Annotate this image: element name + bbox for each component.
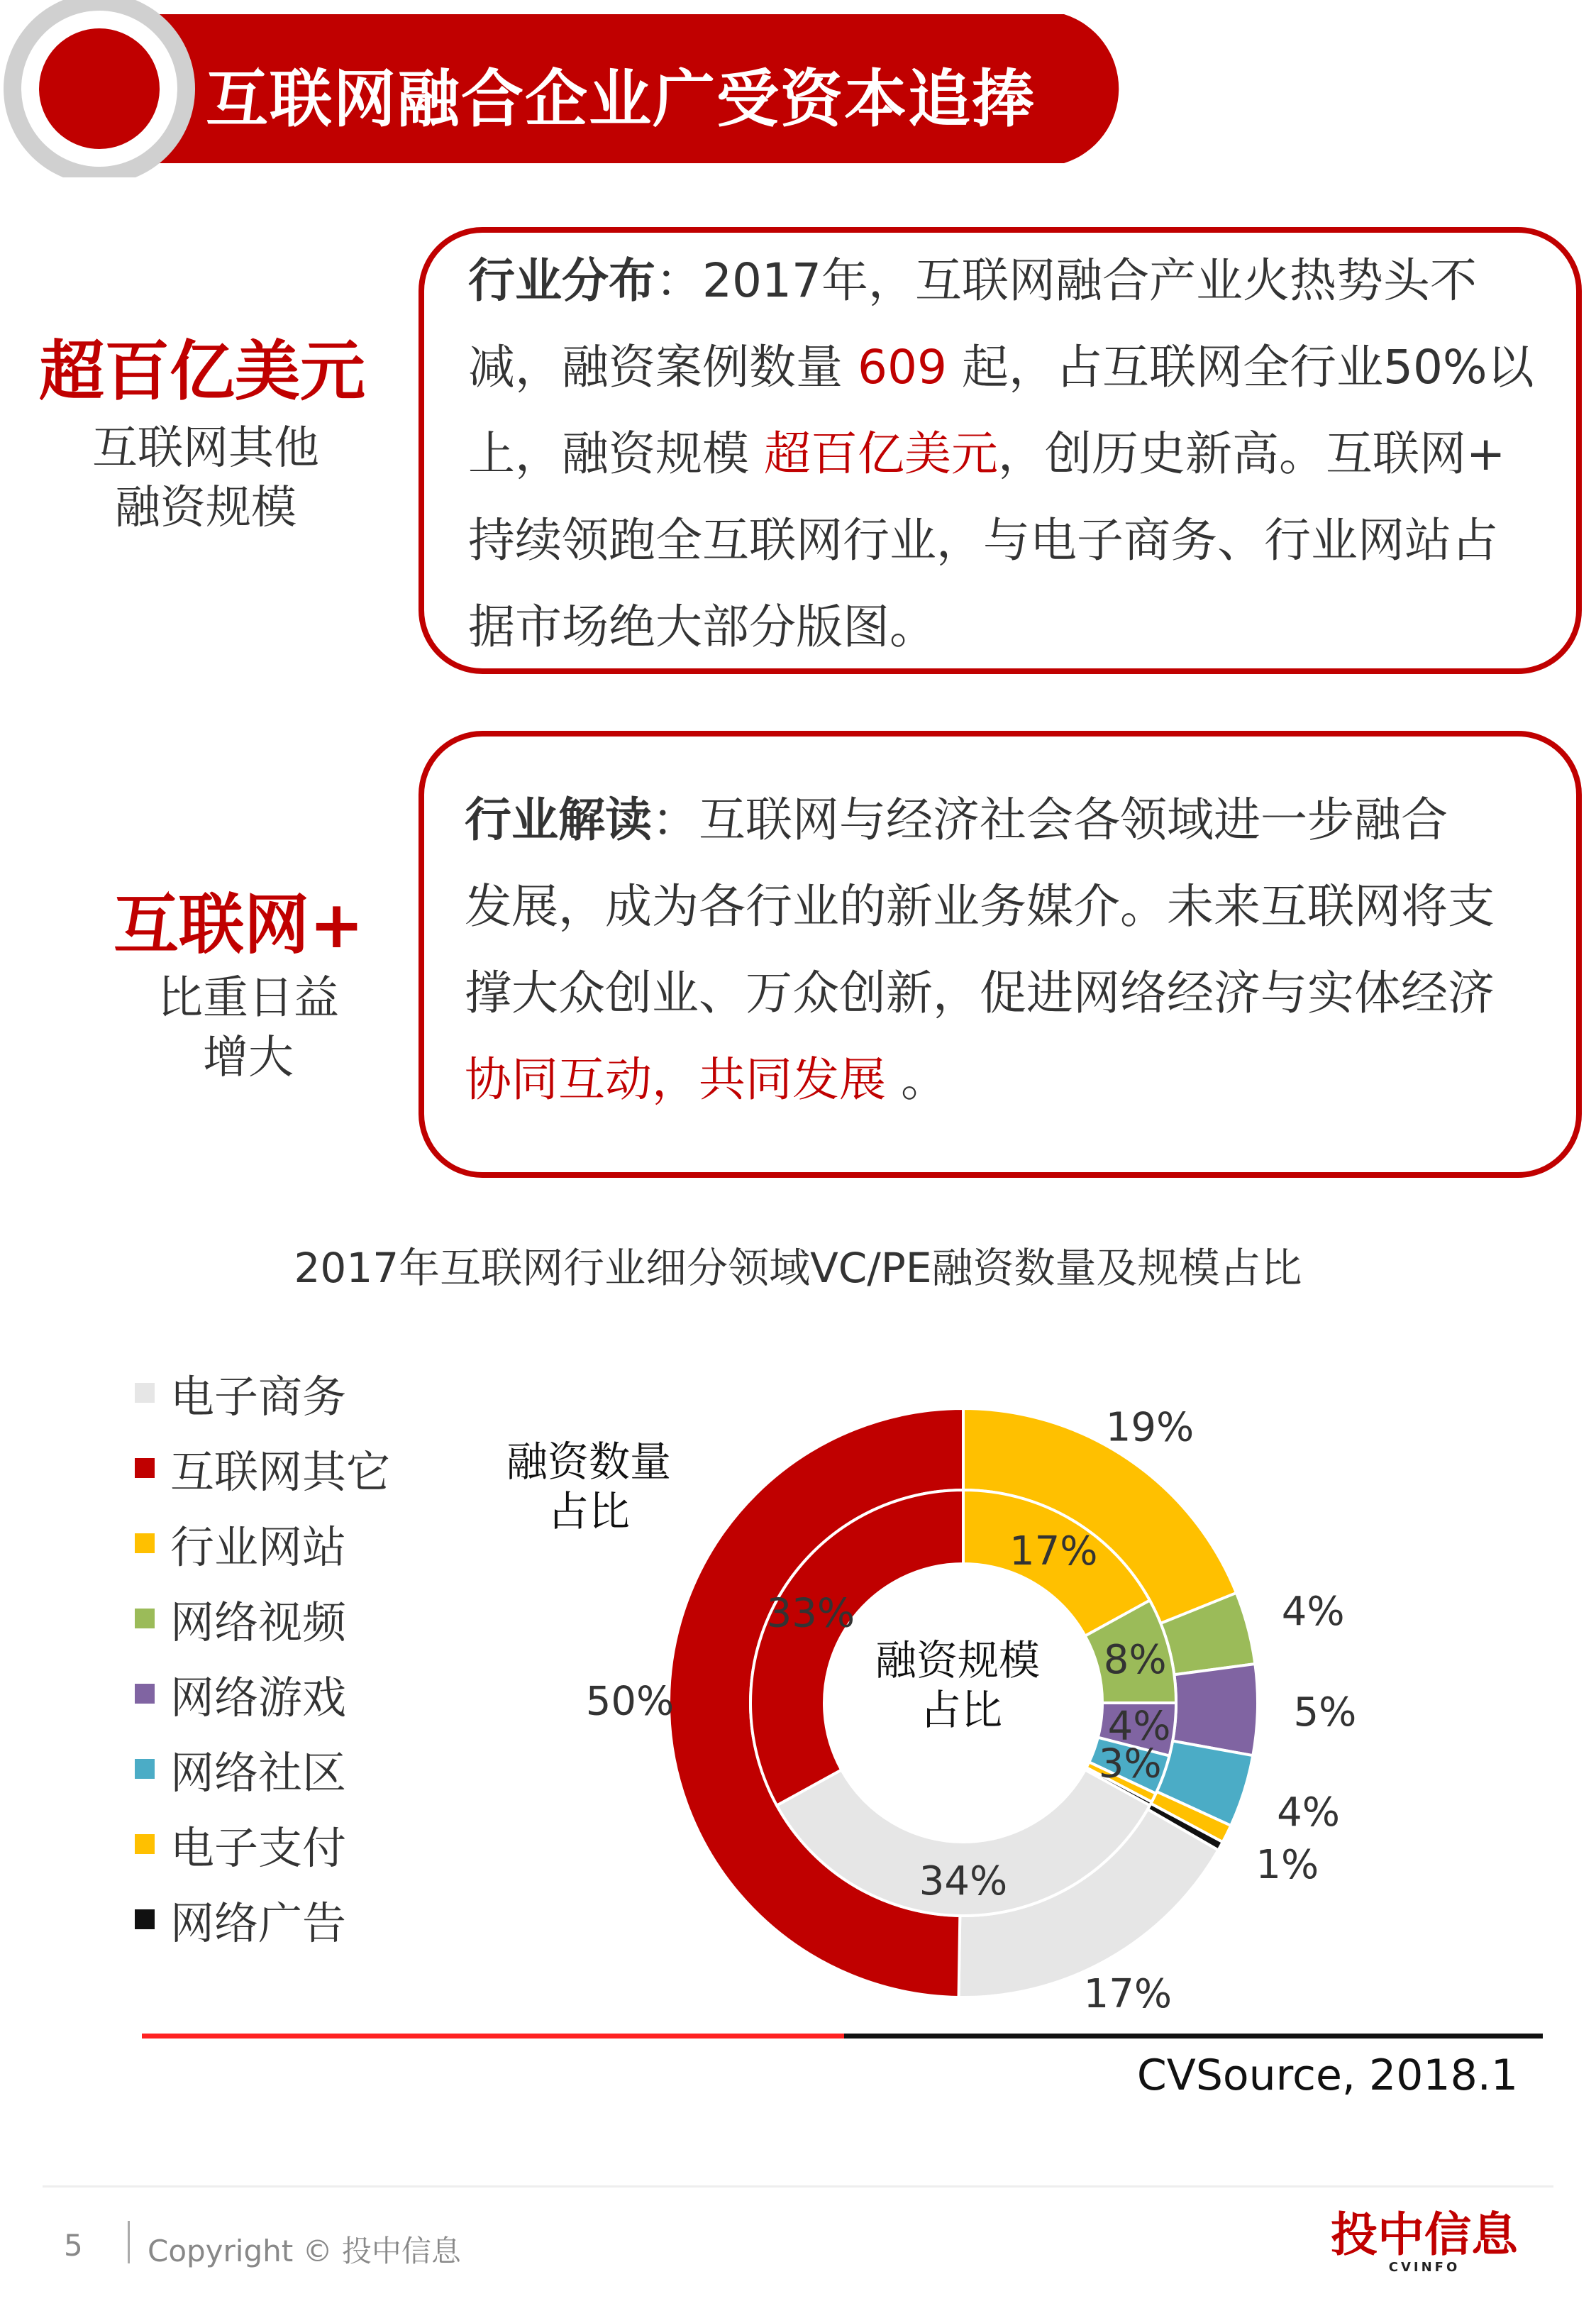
page-title: 互联网融合企业广受资本追捧 bbox=[206, 62, 1036, 136]
brand-logo: 投中信息 CVINFO bbox=[1331, 2207, 1518, 2275]
inner-label-3: 17% bbox=[1009, 1528, 1098, 1574]
footer-divider bbox=[43, 2185, 1553, 2188]
legend-item: 网络广告 bbox=[135, 1882, 390, 1957]
outer-label-6: 4% bbox=[1277, 1789, 1340, 1836]
industry-distribution-text: 行业分布：2017年，互联网融合产业火热势头不 减，融资案例数量 609 起，占互联网全行业50%以 上，融资规模 超百亿美元，创历史新高。互联网+ 持续领跑全互联网行业，与电子商务、行业网站占 据市场绝大部分版图。 bbox=[468, 253, 1534, 654]
inner-label-4: 8% bbox=[1103, 1636, 1167, 1683]
outer-label-7: 1% bbox=[1256, 1841, 1319, 1888]
inner-label-5: 4% bbox=[1107, 1703, 1171, 1750]
chart-title: 2017年互联网行业细分领域VC/PE融资数量及规模占比 bbox=[294, 1244, 1302, 1292]
legend-item: 行业网站 bbox=[135, 1506, 390, 1581]
outer-label-3: 19% bbox=[1105, 1404, 1195, 1451]
outer-label-2: 50% bbox=[585, 1678, 675, 1725]
outer-label-1: 17% bbox=[1083, 1970, 1173, 2008]
page-number: 5 bbox=[64, 2228, 83, 2263]
outer-label-4: 4% bbox=[1281, 1588, 1345, 1635]
legend-item: 网络社区 bbox=[135, 1731, 390, 1806]
highlight-internet-plus: 互联网+ bbox=[113, 887, 365, 963]
divider-black bbox=[844, 2034, 1543, 2039]
divider-red bbox=[142, 2034, 844, 2039]
donut-chart bbox=[0, 1334, 1596, 2008]
inner-label-2: 33% bbox=[766, 1590, 855, 1637]
inner-label-6: 3% bbox=[1098, 1740, 1162, 1787]
industry-interpretation-text: 行业解读：互联网与经济社会各领域进一步融合 发展，成为各行业的新业务媒介。未来互联网将支 撑大众创业、万众创新，促进网络经济与实体经济 协同互动，共同发展 。 bbox=[465, 793, 1495, 1107]
legend-item: 网络游戏 bbox=[135, 1656, 390, 1731]
footer-separator bbox=[128, 2221, 130, 2263]
highlight-amount-desc: 互联网其他 融资规模 bbox=[92, 422, 319, 534]
highlight-amount: 超百亿美元 bbox=[39, 333, 366, 409]
legend-item: 互联网其它 bbox=[135, 1430, 390, 1506]
legend-item: 电子商务 bbox=[135, 1355, 390, 1430]
legend-item: 网络视频 bbox=[135, 1581, 390, 1656]
outer-slice-5 bbox=[1173, 1664, 1258, 1755]
inner-label-1: 34% bbox=[919, 1858, 1008, 1904]
outer-label-5: 5% bbox=[1293, 1689, 1357, 1736]
legend-item: 电子支付 bbox=[135, 1806, 390, 1882]
inner-ring-label-line1: 融资规模 bbox=[875, 1636, 1041, 1684]
outer-ring-label-line2: 占比 bbox=[547, 1487, 631, 1535]
copyright: Copyright © 投中信息 bbox=[148, 2234, 461, 2268]
outer-ring-label-line1: 融资数量 bbox=[506, 1438, 672, 1486]
highlight-internet-plus-desc: 比重日益 增大 bbox=[157, 972, 339, 1084]
data-source: CVSource, 2018.1 bbox=[1136, 2051, 1518, 2100]
inner-ring-label-line2: 占比 bbox=[919, 1686, 1003, 1734]
